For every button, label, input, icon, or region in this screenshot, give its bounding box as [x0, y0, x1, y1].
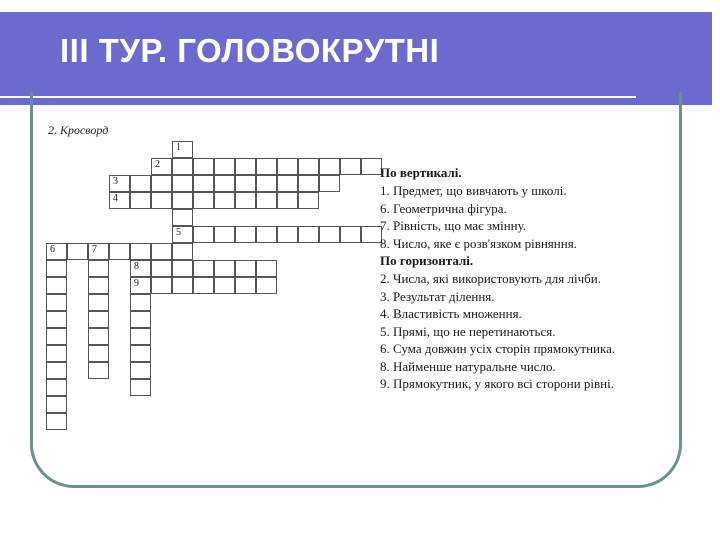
crossword-cell [46, 277, 67, 294]
crossword-cell [214, 226, 235, 243]
crossword-cell [319, 175, 340, 192]
crossword-cell [46, 413, 67, 430]
crossword-cell [214, 158, 235, 175]
crossword-cell [193, 260, 214, 277]
crossword-cell [235, 277, 256, 294]
crossword-cell [214, 260, 235, 277]
crossword-cell [298, 192, 319, 209]
crossword-cell [67, 243, 88, 260]
clue-horizontal-3: 3. Результат ділення. [380, 288, 495, 304]
clue-horizontal-9: 9. Прямокутник, у якого всі сторони рівні. [380, 376, 614, 391]
crossword-cell [130, 243, 151, 260]
clue-horizontal-8: 8. Найменше натуральне число. [380, 358, 556, 374]
crossword-cell [46, 260, 67, 277]
crossword-cell [46, 328, 67, 345]
crossword-cell [193, 175, 214, 192]
crossword-cell [193, 226, 214, 243]
clue-horizontal-6: 6. Сума довжин усіх сторін прямокутника. [380, 341, 616, 356]
crossword-cell [151, 260, 172, 277]
crossword-cell-number-9: 9 [130, 277, 151, 294]
crossword-cell [151, 192, 172, 209]
crossword-cell [256, 158, 277, 175]
horizontal-heading: По горизонталі. [380, 253, 474, 268]
crossword-cell [88, 362, 109, 379]
crossword-cell [88, 311, 109, 328]
crossword-cell [172, 158, 193, 175]
crossword-cell [46, 362, 67, 379]
crossword-cell [319, 158, 340, 175]
crossword-cell [46, 379, 67, 396]
crossword-cell [256, 226, 277, 243]
crossword-cell [109, 243, 130, 260]
crossword-cell [46, 311, 67, 328]
crossword-cell [256, 260, 277, 277]
crossword-cell [130, 345, 151, 362]
crossword-cell-number-7: 7 [88, 243, 109, 260]
crossword-cell [172, 243, 193, 260]
crossword-cell [193, 277, 214, 294]
crossword-cell [46, 294, 67, 311]
crossword-cell [88, 260, 109, 277]
crossword-cell [214, 277, 235, 294]
crossword-cell [361, 226, 382, 243]
crossword-cell-number-1: 1 [172, 141, 193, 158]
crossword-cell [361, 158, 382, 175]
clue-horizontal-2: 2. Числа, які використовують для лічби. [380, 271, 601, 286]
crossword-cell [256, 277, 277, 294]
crossword-cell [172, 175, 193, 192]
crossword-cell [277, 175, 298, 192]
crossword-cell-number-8: 8 [130, 260, 151, 277]
crossword-cell [256, 192, 277, 209]
vertical-heading: По вертикалі. [380, 165, 462, 180]
crossword-cell [130, 379, 151, 396]
clues-panel [380, 164, 680, 393]
crossword-cell [88, 294, 109, 311]
crossword-cell [319, 226, 340, 243]
crossword-cell [235, 175, 256, 192]
crossword-cell-number-2: 2 [151, 158, 172, 175]
crossword-cell [193, 192, 214, 209]
slide-title: ІІІ ТУР. ГОЛОВОКРУТНІ [60, 32, 440, 69]
crossword-cell [130, 192, 151, 209]
crossword-cell [277, 226, 298, 243]
crossword-cell [46, 345, 67, 362]
crossword-cell [172, 277, 193, 294]
clue-vertical-1: 1. Предмет, що вивчають у школі. [380, 183, 567, 198]
clue-vertical-7: 7. Рівність, що має змінну. [380, 218, 527, 233]
crossword-cell [340, 158, 361, 175]
crossword-cell [235, 260, 256, 277]
clue-vertical-8: 8. Число, яке є розв'язком рівняння. [380, 235, 577, 251]
crossword-cell [151, 243, 172, 260]
clue-horizontal-4: 4. Властивість множення. [380, 306, 522, 321]
crossword-cell [214, 192, 235, 209]
crossword-cell-number-5: 5 [172, 226, 193, 243]
clue-horizontal-5: 5. Прямі, що не перетинаються. [380, 323, 556, 339]
crossword-cell [88, 345, 109, 362]
crossword-cell [214, 175, 235, 192]
crossword-cell [172, 260, 193, 277]
crossword-cell [46, 396, 67, 413]
crossword-cell [235, 158, 256, 175]
crossword-cell [172, 209, 193, 226]
crossword-cell [88, 328, 109, 345]
crossword-cell [298, 175, 319, 192]
crossword-cell [151, 175, 172, 192]
crossword-cell [130, 362, 151, 379]
crossword-cell [130, 328, 151, 345]
crossword-cell-number-4: 4 [109, 192, 130, 209]
crossword-cell-number-3: 3 [109, 175, 130, 192]
crossword-cell [235, 192, 256, 209]
crossword-cell [277, 192, 298, 209]
crossword-cell [172, 192, 193, 209]
crossword-cell [277, 158, 298, 175]
crossword-cell [88, 277, 109, 294]
crossword-cell [193, 158, 214, 175]
crossword-cell [130, 294, 151, 311]
crossword-cell [298, 226, 319, 243]
crossword-cell [151, 277, 172, 294]
crossword-cell [130, 311, 151, 328]
crossword-cell [130, 175, 151, 192]
crossword-cell [340, 226, 361, 243]
crossword-cell-number-6: 6 [46, 243, 67, 260]
clue-vertical-6: 6. Геометрична фігура. [380, 200, 507, 216]
crossword-cell [235, 226, 256, 243]
task-subtitle: 2. Кросворд [48, 123, 109, 137]
crossword-cell [256, 175, 277, 192]
crossword-cell [298, 158, 319, 175]
